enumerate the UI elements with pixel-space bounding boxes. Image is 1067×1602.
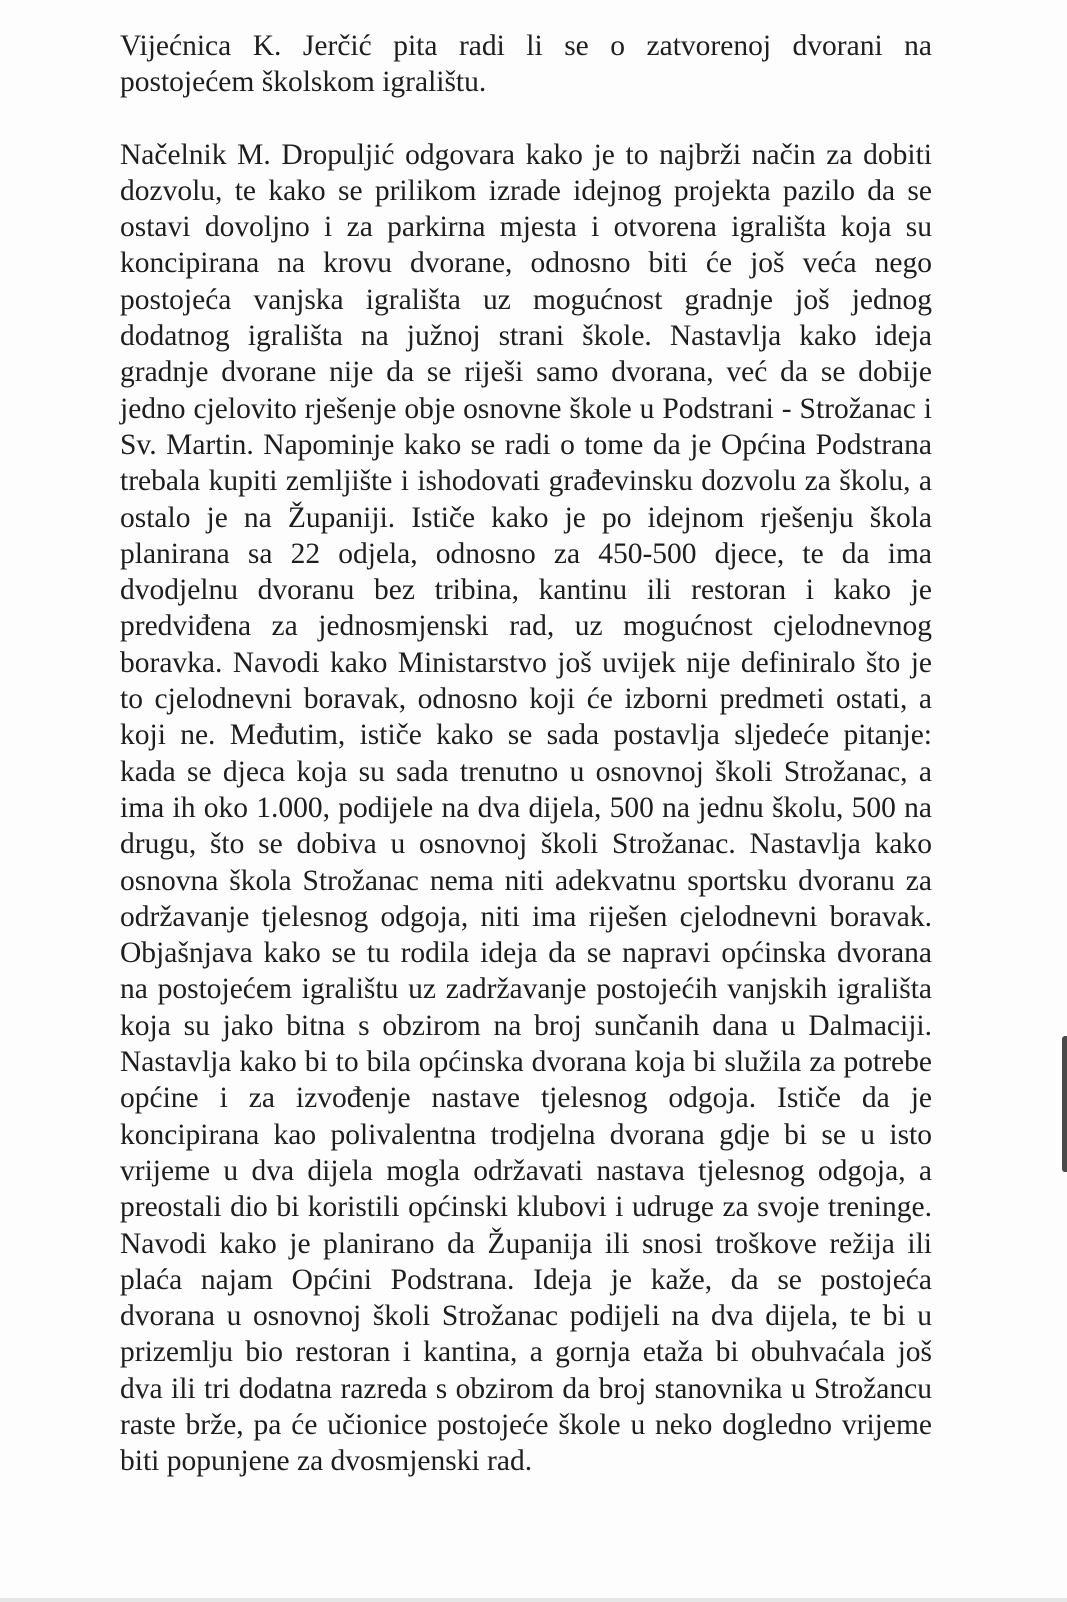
scrollbar-thumb[interactable] (1062, 1036, 1067, 1172)
bottom-divider (0, 1598, 1067, 1602)
paragraph-question: Vijećnica K. Jerčić pita radi li se o zatvorenoj dvorani na postojećem školskom igralištu. (120, 30, 932, 99)
document-body (120, 28, 932, 1480)
paragraph-answer: Načelnik M. Dropuljić odgovara kako je to najbrži način za dobiti dozvolu, te kako se prilikom izrade idejnog projekta pazilo da se ostavi dovoljno i za parkirna mjesta i otvorena igrališta koja su koncipirana na krovu dvorane, odnosno biti će još veća nego postojeća vanjska igrališta uz mogućnost gradnje još jednog dodatnog igrališta na južnoj strani škole. Nastavlja kako ideja gradnje dvorane nije da se riješi samo dvorana, već da se dobije jedno cjelovito rješenje obje osnovne škole u Podstrani - Strožanac i Sv. Martin. Napominje kako se radi o tome da je Općina Podstrana trebala kupiti zemljište i ishodovati građevinsku dozvolu za školu, a ostalo je na Županiji. Ističe kako je po idejnom rješenju škola planirana sa 22 odjela, odnosno za 450-500 djece, te da ima dvodjelnu dvoranu bez tribina, kantinu ili restoran i kako je predviđena za jednosmjenski rad, uz mogućnost cjelodnevnog boravka. Navodi kako Ministarstvo još uvijek nije definiralo što je to cjelodnevni boravak, odnosno koji će izborni predmeti ostati, a koji ne. Međutim, ističe kako se sada postavlja sljedeće pitanje: kada se djeca koja su sada trenutno u osnovnoj školi Strožanac, a ima ih oko 1.000, podijele na dva dijela, 500 na jednu školu, 500 na drugu, što se dobiva u osnovnoj školi Strožanac. Nastavlja kako osnovna škola Strožanac nema niti adekvatnu sportsku dvoranu za održavanje tjelesnog odgoja, niti ima riješen cjelodnevni boravak. Objašnjava kako se tu rodila ideja da se napravi općinska dvorana na postojećem igralištu uz zadržavanje postojećih vanjskih igrališta koja su jako bitna s obzirom na broj sunčanih dana u Dalmaciji. Nastavlja kako bi to bila općinska dvorana koja bi služila za potrebe općine i za izvođenje nastave tjelesnog odgoja. Ističe da je koncipirana kao polivalentna trodjelna dvorana gdje bi se u isto vrijeme u dva dijela mogla održavati nastava tjelesnog odgoja, a preostali dio bi koristili općinski klubovi i udruge za svoje treninge. Navodi kako je planirano da Županija ili snosi troškove režija ili plaća najam Općini Podstrana. Ideja je kaže, da se postojeća dvorana u osnovnoj školi Strožanac podijeli na dva dijela, te bi u prizemlju bio restoran i kantina, a gornja etaža bi obuhvaćala još dva ili tri dodatna razreda s obzirom da broj stanovnika u Strožancu raste brže, pa će učionice postojeće škole u neko dogledno vrijeme biti popunjene za dvosmjenski rad. (120, 138, 932, 1478)
